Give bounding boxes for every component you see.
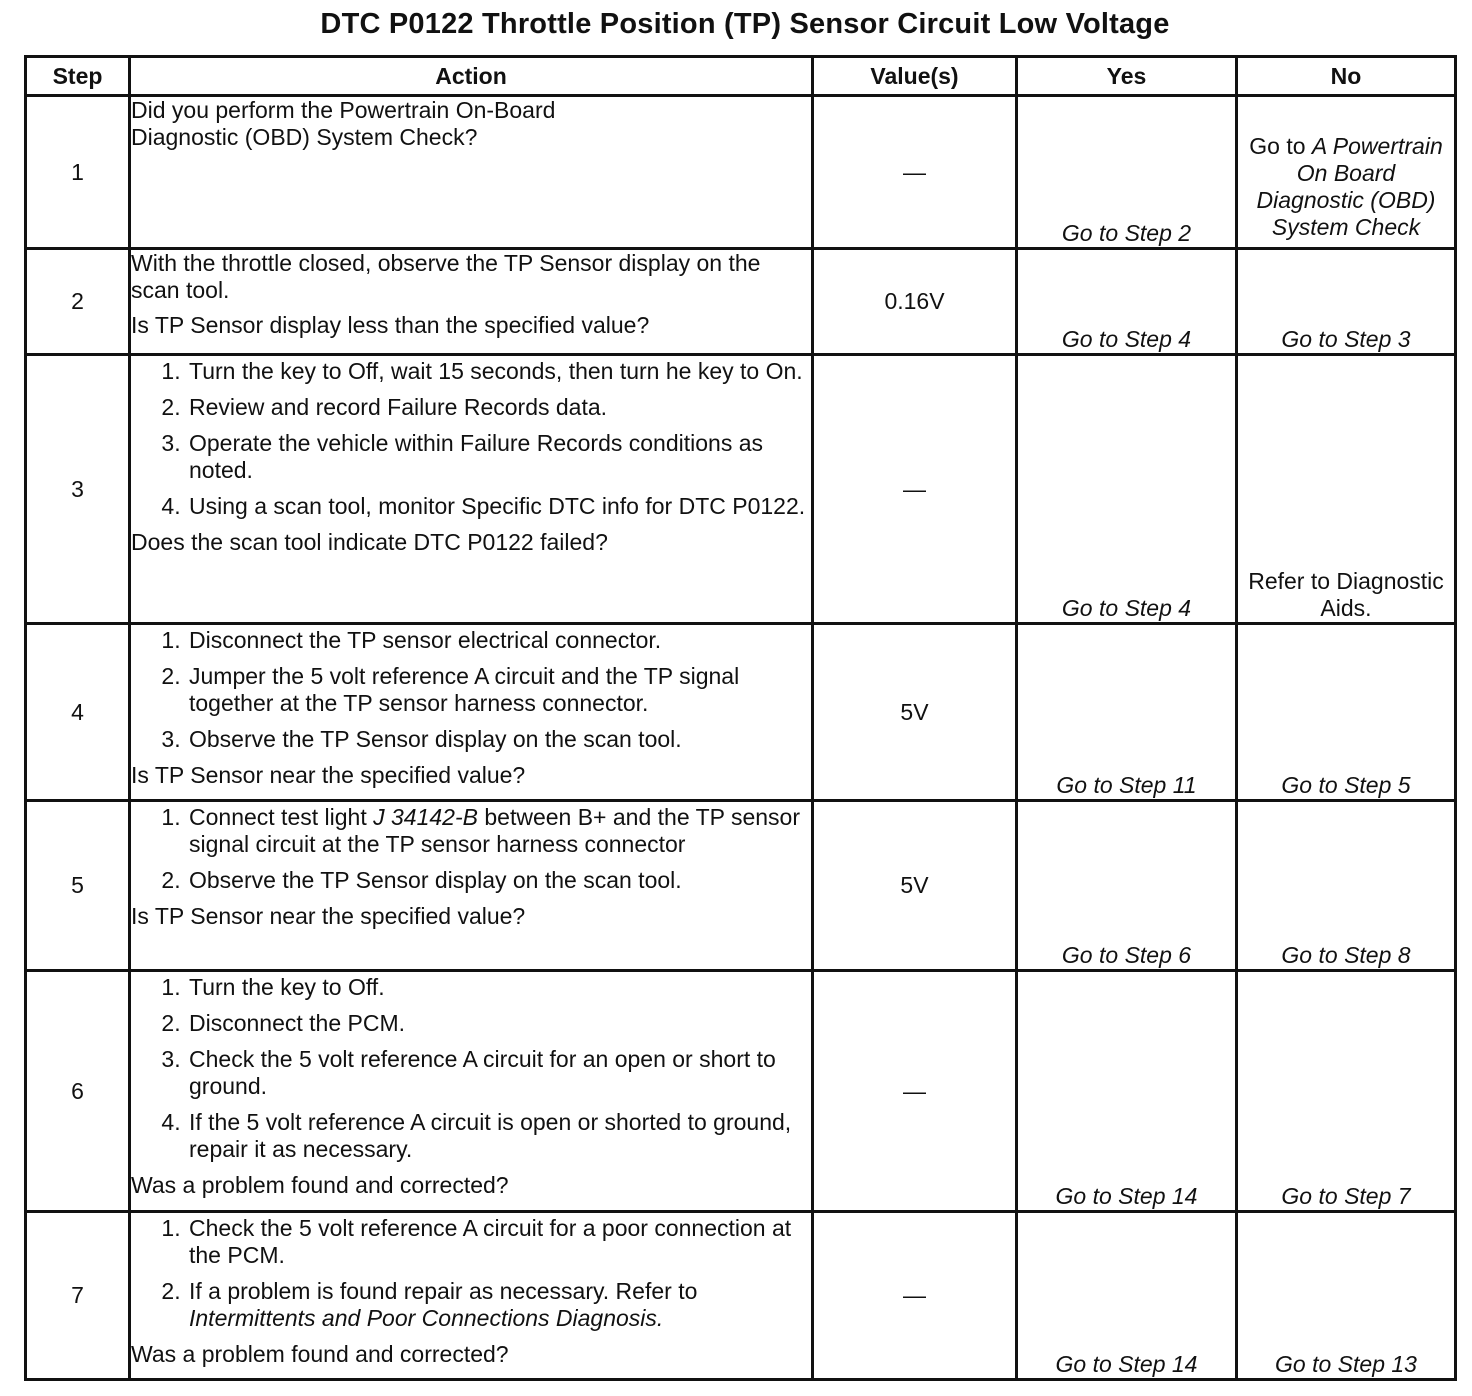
- instruction-item: 1. Disconnect the TP sensor electrical connector.: [187, 627, 811, 654]
- page-title: DTC P0122 Throttle Position (TP) Sensor Circuit Low Voltage: [320, 8, 1170, 40]
- no-link[interactable]: Go to Step 8: [1237, 801, 1456, 971]
- step-number: 4: [26, 624, 130, 801]
- yes-link[interactable]: Go to Step 4: [1017, 355, 1237, 624]
- step-number: 7: [26, 1212, 130, 1380]
- instruction-item: 2. Disconnect the PCM.: [187, 1010, 811, 1037]
- instruction-item: 1. Turn the key to Off, wait 15 seconds, then turn he key to On.: [187, 358, 811, 385]
- no-link-target: A Powertrain On Board Diagnostic (OBD) System Check: [1256, 133, 1443, 240]
- instruction-list: [131, 974, 811, 1163]
- yes-link[interactable]: Go to Step 11: [1017, 624, 1237, 801]
- action-cell: [130, 801, 813, 971]
- instruction-list: [131, 627, 811, 753]
- step-number: 2: [26, 249, 130, 355]
- action-question: Does the scan tool indicate DTC P0122 failed?: [131, 529, 608, 555]
- action-cell: [130, 1212, 813, 1380]
- value-cell: —: [813, 96, 1017, 249]
- no-link[interactable]: Refer to Diagnostic Aids.: [1237, 355, 1456, 624]
- header-values: Value(s): [813, 57, 1017, 96]
- step-number: 3: [26, 355, 130, 624]
- value-cell: 5V: [813, 801, 1017, 971]
- action-cell: [130, 96, 813, 249]
- instruction-item: 2. Review and record Failure Records data.: [187, 394, 811, 421]
- instruction-list: [131, 804, 811, 894]
- table-row: [26, 96, 1456, 249]
- instruction-item: 2. Jumper the 5 volt reference A circuit and the TP signal together at the TP sensor harness connector.: [187, 663, 811, 717]
- action-text: With the throttle closed, observe the TP Sensor display on the scan tool.: [131, 250, 761, 303]
- no-link[interactable]: [1237, 96, 1456, 249]
- action-question: Is TP Sensor near the specified value?: [131, 903, 526, 929]
- instruction-item: 3. Operate the vehicle within Failure Records conditions as noted.: [187, 430, 811, 484]
- value-cell: 5V: [813, 624, 1017, 801]
- instruction-list: [131, 1215, 811, 1332]
- instruction-item: [187, 804, 811, 858]
- instruction-item: [187, 1278, 811, 1332]
- action-question: Is TP Sensor near the specified value?: [131, 762, 526, 788]
- instruction-item: 1. Turn the key to Off.: [187, 974, 811, 1001]
- yes-link[interactable]: Go to Step 4: [1017, 249, 1237, 355]
- instruction-list: [131, 358, 811, 520]
- diagnostic-table: [24, 55, 1457, 1381]
- instruction-item: 2. Observe the TP Sensor display on the scan tool.: [187, 867, 811, 894]
- no-link[interactable]: Go to Step 13: [1237, 1212, 1456, 1380]
- no-link[interactable]: Go to Step 3: [1237, 249, 1456, 355]
- action-cell: [130, 249, 813, 355]
- tool-reference: J 34142-B: [373, 804, 478, 830]
- header-action: Action: [130, 57, 813, 96]
- no-link[interactable]: Go to Step 5: [1237, 624, 1456, 801]
- yes-link[interactable]: Go to Step 2: [1017, 96, 1237, 249]
- table-row: [26, 1212, 1456, 1380]
- table-row: [26, 355, 1456, 624]
- step-number: 6: [26, 971, 130, 1212]
- action-question: Was a problem found and corrected?: [131, 1341, 509, 1367]
- doc-reference: Intermittents and Poor Connections Diagnosis.: [189, 1305, 664, 1331]
- instruction-text: between B+ and the TP sensor signal circuit at the TP sensor harness connector: [189, 804, 800, 857]
- table-row: [26, 971, 1456, 1212]
- header-yes: Yes: [1017, 57, 1237, 96]
- action-question: Is TP Sensor display less than the specified value?: [131, 312, 650, 338]
- action-text: Did you perform the Powertrain On-Board Diagnostic (OBD) System Check?: [131, 97, 556, 150]
- table-row: [26, 249, 1456, 355]
- header-no: No: [1237, 57, 1456, 96]
- instruction-item: 3. Observe the TP Sensor display on the scan tool.: [187, 726, 811, 753]
- header-step: Step: [26, 57, 130, 96]
- instruction-text: If a problem is found repair as necessary. Refer to: [189, 1278, 698, 1304]
- no-prefix: Go to: [1249, 133, 1312, 159]
- step-number: 5: [26, 801, 130, 971]
- yes-link[interactable]: Go to Step 14: [1017, 1212, 1237, 1380]
- yes-link[interactable]: Go to Step 14: [1017, 971, 1237, 1212]
- header-row: [26, 57, 1456, 96]
- action-cell: [130, 355, 813, 624]
- value-cell: —: [813, 1212, 1017, 1380]
- action-cell: [130, 971, 813, 1212]
- instruction-item: 4. Using a scan tool, monitor Specific DTC info for DTC P0122.: [187, 493, 811, 520]
- action-cell: [130, 624, 813, 801]
- instruction-item: 4. If the 5 volt reference A circuit is open or shorted to ground, repair it as necessary.: [187, 1109, 811, 1163]
- action-question: Was a problem found and corrected?: [131, 1172, 509, 1198]
- instruction-item: 1. Check the 5 volt reference A circuit for a poor connection at the PCM.: [187, 1215, 811, 1269]
- instruction-text: Connect test light: [189, 804, 374, 830]
- yes-link[interactable]: Go to Step 6: [1017, 801, 1237, 971]
- table-row: [26, 624, 1456, 801]
- value-cell: 0.16V: [813, 249, 1017, 355]
- no-link[interactable]: Go to Step 7: [1237, 971, 1456, 1212]
- instruction-item: 3. Check the 5 volt reference A circuit for an open or short to ground.: [187, 1046, 811, 1100]
- step-number: 1: [26, 96, 130, 249]
- value-cell: —: [813, 971, 1017, 1212]
- value-cell: —: [813, 355, 1017, 624]
- table-row: [26, 801, 1456, 971]
